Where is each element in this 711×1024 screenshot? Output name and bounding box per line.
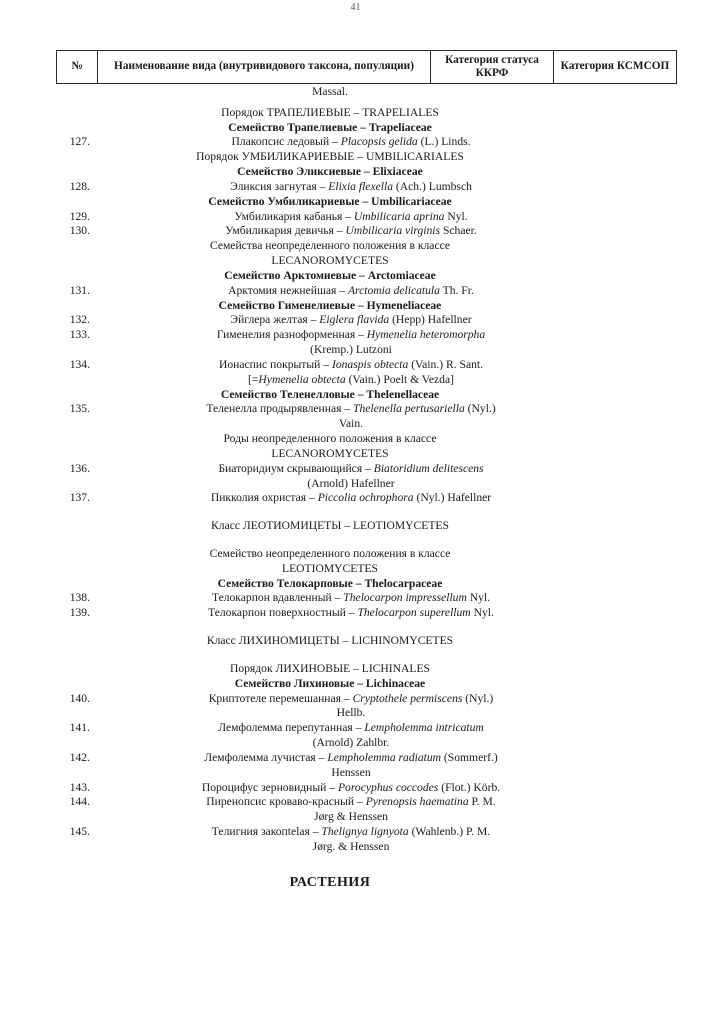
column-header-kkrf-status: Категория статуса ККРФ — [431, 51, 554, 84]
species-name-latin: Cryptothele permiscens — [352, 691, 463, 705]
taxon-heading: Класс ЛЕОТИОМИЦЕТЫ – LEOTIOMYCETES — [211, 519, 449, 533]
species-row — [56, 692, 656, 722]
species-row — [56, 721, 656, 751]
species-name-latin: Hymenelia heteromorpha — [366, 328, 486, 342]
species-name-ru: Пиренопсис кроваво-красный – — [206, 795, 366, 809]
species-number: 131. — [69, 283, 90, 297]
species-author-continued: Jørg & Henssen — [314, 810, 388, 824]
species-row — [56, 313, 656, 328]
species-number: 141. — [69, 721, 90, 735]
species-name-ru: Лемфолемма перепутанная – — [218, 721, 365, 735]
taxa-list — [56, 85, 656, 891]
species-name — [98, 224, 656, 239]
species-author-continued: Henssen — [331, 765, 371, 779]
species-author: (Wahlenb.) P. M. — [408, 825, 491, 839]
species-number: 134. — [69, 357, 90, 371]
taxon-heading: Класс ЛИХИНОМИЦЕТЫ – LICHINOMYCETES — [206, 634, 454, 648]
vertical-spacer — [56, 621, 656, 634]
species-name-latin: Arctomia delicatula — [347, 283, 440, 297]
species-author: (Nyl.) — [462, 691, 494, 705]
species-number: 132. — [69, 313, 90, 327]
species-name-ru: Криптотеле перемешанная – — [208, 691, 353, 705]
species-name — [98, 135, 656, 150]
species-author: (Nyl.) — [464, 402, 496, 416]
species-number: 137. — [69, 491, 90, 505]
species-name — [98, 358, 656, 388]
species-name — [98, 795, 656, 825]
species-name-ru: Умбиликария кабанья – — [234, 209, 354, 223]
species-name — [98, 825, 656, 855]
species-name-ru: Эликсия загнутая – — [230, 179, 329, 193]
species-number: 128. — [69, 179, 90, 193]
taxon-heading: LECANOROMYCETES — [271, 446, 389, 460]
species-name-latin: Elixia flexella — [328, 179, 393, 193]
taxon-heading: Семейство Умбиликариевые – Umbilicariaceae — [208, 194, 452, 208]
species-name — [98, 751, 656, 781]
section-title: РАСТЕНИЯ — [289, 874, 371, 890]
species-name-ru: Умбиликария девичья – — [225, 224, 346, 238]
species-name-latin: Placopsis gelida — [340, 135, 418, 149]
species-name-latin: Ionaspis obtecta — [331, 357, 409, 371]
species-name-latin: Thelenella pertusariella — [353, 402, 465, 416]
column-header-number: № — [57, 51, 98, 84]
species-author-continued: (Kremp.) Lutzoni — [310, 343, 392, 357]
species-name — [98, 210, 656, 225]
species-row — [56, 284, 656, 299]
taxon-heading: Семейство Эликсиевые – Elixiaceae — [237, 165, 423, 179]
species-name-latin: Pyrenopsis haematina — [365, 795, 469, 809]
species-name — [98, 721, 656, 751]
species-name-ru: Арктомия нежнейшая – — [228, 283, 348, 297]
species-name-ru: Теленелла продырявленная – — [206, 402, 354, 416]
species-author: (Vain.) R. Sant. — [408, 357, 484, 371]
species-name-latin: Umbilicaria virginis — [345, 224, 441, 238]
species-name-latin: Umbilicaria aprina — [353, 209, 445, 223]
species-author-continued: Jørg. & Henssen — [312, 839, 390, 853]
species-author: (L.) Linds. — [417, 135, 471, 149]
species-author: Nyl. — [466, 591, 491, 605]
taxa-table-header — [56, 50, 677, 84]
species-number: 135. — [69, 402, 90, 416]
taxon-heading: Семейство Арктомиевые – Arctomiaceae — [224, 268, 436, 282]
species-row — [56, 328, 656, 358]
species-name-latin: Thelocarpon superellum — [357, 606, 471, 620]
species-author-continued: (Arnold) Zahlbr. — [312, 736, 390, 750]
species-name-latin: Lempholemma radiatum — [327, 750, 442, 764]
species-number: 127. — [69, 135, 90, 149]
species-number: 138. — [69, 591, 90, 605]
species-row — [56, 210, 656, 225]
species-name — [98, 692, 656, 722]
species-name — [98, 284, 656, 299]
species-author-continued: Hellb. — [336, 706, 366, 720]
species-name-ru: Телокарпон вдавленный – — [211, 591, 344, 605]
taxon-heading: Семейство Гименелиевые – Hymeneliaceae — [218, 298, 442, 312]
species-author: (Nyl.) Hafellner — [413, 491, 492, 505]
species-name — [98, 606, 656, 621]
species-author: (Hepp) Hafellner — [389, 313, 472, 327]
species-author-continued: Vain. — [338, 417, 364, 431]
species-row — [56, 462, 656, 492]
vertical-spacer — [56, 534, 656, 547]
species-row — [56, 591, 656, 606]
species-name — [98, 180, 656, 195]
species-number: 133. — [69, 328, 90, 342]
species-name-ru: Биаторидиум скрывающийся – — [218, 461, 374, 475]
vertical-spacer — [56, 649, 656, 662]
species-name-latin: Biatoridium delitescens — [373, 461, 484, 475]
species-name — [98, 462, 656, 492]
species-number: 142. — [69, 750, 90, 764]
species-name — [98, 402, 656, 432]
species-author: (Sommerf.) — [441, 750, 498, 764]
species-name-latin: Eiglera flavida — [319, 313, 390, 327]
taxon-heading: Семейство Трапелиевые – Trapeliaceae — [228, 120, 432, 134]
species-name-ru: Лемфолемма лучистая – — [204, 750, 328, 764]
species-number: 145. — [69, 825, 90, 839]
species-name-ru: Эйглера желтая – — [230, 313, 320, 327]
species-row — [56, 781, 656, 796]
page-number: 41 — [350, 2, 361, 13]
species-author: Th. Fr. — [439, 283, 474, 297]
species-number: 140. — [69, 691, 90, 705]
synonym-prefix: [= — [248, 372, 259, 386]
species-row — [56, 224, 656, 239]
species-number: 143. — [69, 780, 90, 794]
species-author: Schaer. — [440, 224, 477, 238]
species-name — [98, 313, 656, 328]
species-name-latin: Porocyphus coccodes — [337, 780, 439, 794]
synonym-author: (Vain.) Poelt & Vezda] — [345, 372, 454, 386]
species-number: 144. — [69, 795, 90, 809]
taxon-heading: Порядок ЛИХИНОВЫЕ – LICHINALES — [229, 661, 431, 675]
taxon-heading: Семейство неопределенного положения в классе — [209, 546, 451, 560]
species-name-ru: Гименелия разноформенная – — [216, 328, 367, 342]
species-author: (Ach.) Lumbsch — [393, 179, 472, 193]
species-name-latin: Piccolia ochrophora — [317, 491, 414, 505]
species-row — [56, 825, 656, 855]
table-header-row — [57, 51, 677, 84]
species-row — [56, 358, 656, 388]
species-name — [98, 328, 656, 358]
species-row — [56, 135, 656, 150]
species-row — [56, 751, 656, 781]
species-number: 130. — [69, 224, 90, 238]
taxon-heading: Семейство Лихиновые – Lichinaceae — [234, 676, 426, 690]
species-name-latin: Thelignya lignyota — [321, 825, 409, 839]
species-number: 136. — [69, 461, 90, 475]
taxon-heading: Порядок ТРАПЕЛИЕВЫЕ – TRAPELIALES — [221, 105, 439, 119]
species-name-ru: Ионаспис покрытый – — [218, 357, 332, 371]
species-author-continued: (Arnold) Hafellner — [307, 476, 395, 490]
species-author: (Flot.) Körb. — [438, 780, 501, 794]
vertical-spacer — [56, 855, 656, 875]
column-header-kmsop-status: Категория КСМСОП — [554, 51, 677, 84]
species-row — [56, 491, 656, 506]
species-name-ru: Пикколия охристая – — [210, 491, 318, 505]
species-name-ru: Телигния закопtelая – — [211, 825, 322, 839]
species-name — [98, 591, 656, 606]
species-name — [98, 491, 656, 506]
taxon-heading: LECANOROMYCETES — [271, 254, 389, 268]
species-author: P. M. — [468, 795, 496, 809]
column-header-species-name: Наименование вида (внутривидового таксона, популяции) — [98, 51, 431, 84]
species-author: Nyl. — [470, 606, 494, 620]
taxon-heading: LEOTIOMYCETES — [282, 561, 378, 575]
taxon-heading: Семейство Теленелловые – Thelenellaceae — [220, 387, 440, 401]
species-row — [56, 180, 656, 195]
species-number: 139. — [69, 606, 90, 620]
taxon-heading: Семейства неопределенного положения в классе — [209, 239, 451, 253]
taxon-heading: Роды неопределенного положения в классе — [223, 432, 437, 446]
species-row — [56, 606, 656, 621]
vertical-spacer — [56, 506, 656, 519]
synonym-latin: Hymenelia obtecta — [258, 372, 346, 386]
species-name — [98, 781, 656, 796]
species-name-ru: Плакопсис ледовый – — [231, 135, 341, 149]
species-name-ru: Пороцифус зерновидный – — [201, 780, 338, 794]
species-name-latin: Thelocarpon impressellum — [343, 591, 467, 605]
species-author: Nyl. — [444, 209, 468, 223]
page-content — [56, 50, 670, 891]
species-row — [56, 795, 656, 825]
species-name-latin: Lempholemma intricatum — [364, 721, 484, 735]
taxon-heading: Семейство Телокарповые – Thelocarpaceae — [217, 576, 443, 590]
species-number: 129. — [69, 209, 90, 223]
continuation-text: Massal. — [312, 84, 348, 98]
species-row — [56, 402, 656, 432]
taxon-heading: Порядок УМБИЛИКАРИЕВЫЕ – UMBILICARIALES — [196, 150, 464, 164]
species-name-ru: Телокарпон поверхностный – — [208, 606, 358, 620]
